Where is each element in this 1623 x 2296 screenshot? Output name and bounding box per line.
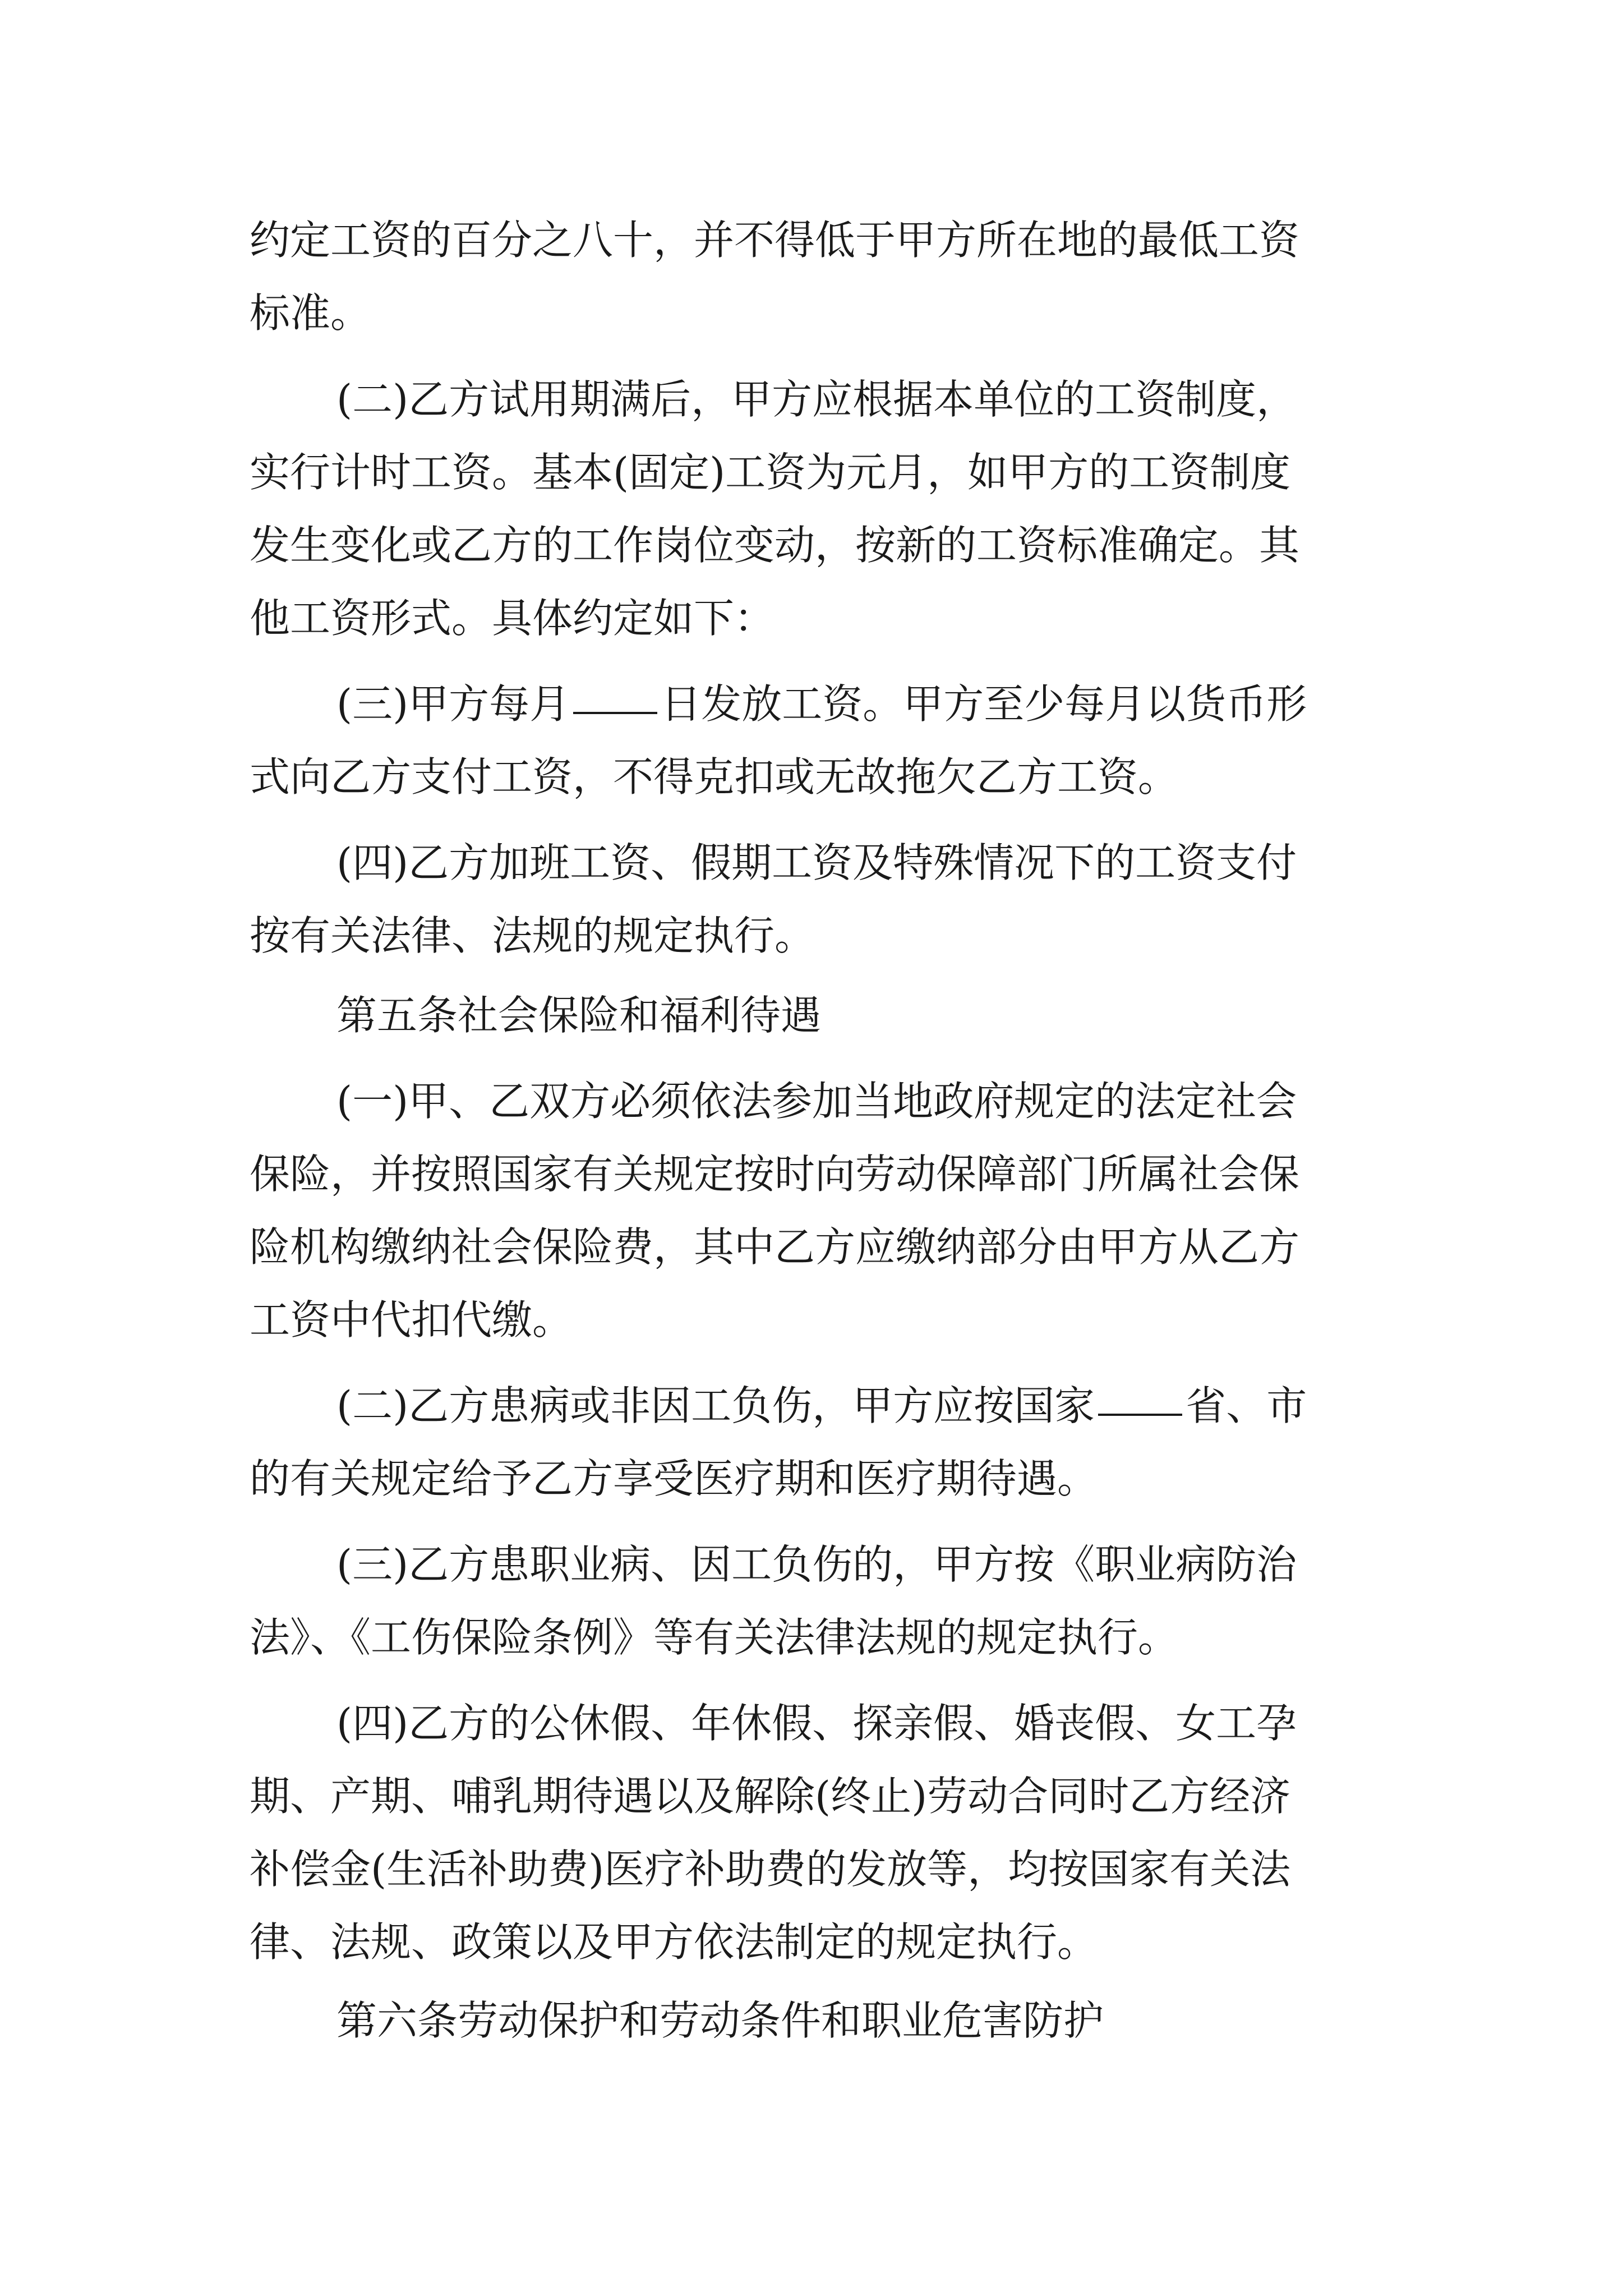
paragraph-5-3-line: (三)乙方患职业病、因工负伤的，甲方按《职业病防治 xyxy=(336,1541,1297,1588)
paragraph-2-line: (二)乙方试用期满后，甲方应根据本单位的工资制度， xyxy=(336,376,1297,423)
paragraph-3-line: (三)甲方每月 日发放工资。甲方至少每月以货币形 xyxy=(336,680,1307,728)
fill-in-blank xyxy=(573,710,657,714)
text-line: 补偿金(生活补助费)医疗补助费的发放等，均按国家有关法 xyxy=(250,1846,1291,1893)
text-line: 保险，并按照国家有关规定按时向劳动保障部门所属社会保 xyxy=(250,1151,1300,1198)
text-line: 他工资形式。具体约定如下： xyxy=(250,595,775,642)
article-5-heading: 第五条社会保险和福利待遇 xyxy=(336,992,822,1039)
text-line: 标准。 xyxy=(250,289,371,337)
paragraph-5-2-line: (二)乙方患病或非因工负伤，甲方应按国家 省、市 xyxy=(336,1382,1307,1429)
text-line: 期、产期、哺乳期待遇以及解除(终止)劳动合同时乙方经济 xyxy=(250,1773,1291,1820)
text-line: 险机构缴纳社会保险费，其中乙方应缴纳部分由甲方从乙方 xyxy=(250,1223,1300,1271)
text-line: 的有关规定给予乙方享受医疗期和医疗期待遇。 xyxy=(250,1455,1098,1502)
paragraph-4-line: (四)乙方加班工资、假期工资及特殊情况下的工资支付 xyxy=(336,839,1297,886)
paragraph-5-4-line: (四)乙方的公休假、年休假、探亲假、婚丧假、女工孕 xyxy=(336,1700,1297,1747)
text-line: 按有关法律、法规的规定执行。 xyxy=(250,912,815,959)
text-line: 实行计时工资。基本(固定)工资为元月，如甲方的工资制度 xyxy=(250,449,1291,496)
fill-in-blank xyxy=(1098,1411,1182,1416)
paragraph-5-1-line: (一)甲、乙双方必须依法参加当地政府规定的法定社会 xyxy=(336,1078,1297,1125)
text-line: 工资中代扣代缴。 xyxy=(250,1296,573,1343)
article-6-heading: 第六条劳动保护和劳动条件和职业危害防护 xyxy=(336,1997,1104,2044)
text-line: 法》、《工伤保险条例》等有关法律法规的规定执行。 xyxy=(250,1614,1179,1661)
text-line: 约定工资的百分之八十，并不得低于甲方所在地的最低工资 xyxy=(250,217,1300,264)
text-line: 式向乙方支付工资，不得克扣或无故拖欠乙方工资。 xyxy=(250,753,1179,800)
text-line: 发生变化或乙方的工作岗位变动，按新的工资标准确定。其 xyxy=(250,522,1300,569)
text-line: 律、法规、政策以及甲方依法制定的规定执行。 xyxy=(250,1918,1098,1966)
